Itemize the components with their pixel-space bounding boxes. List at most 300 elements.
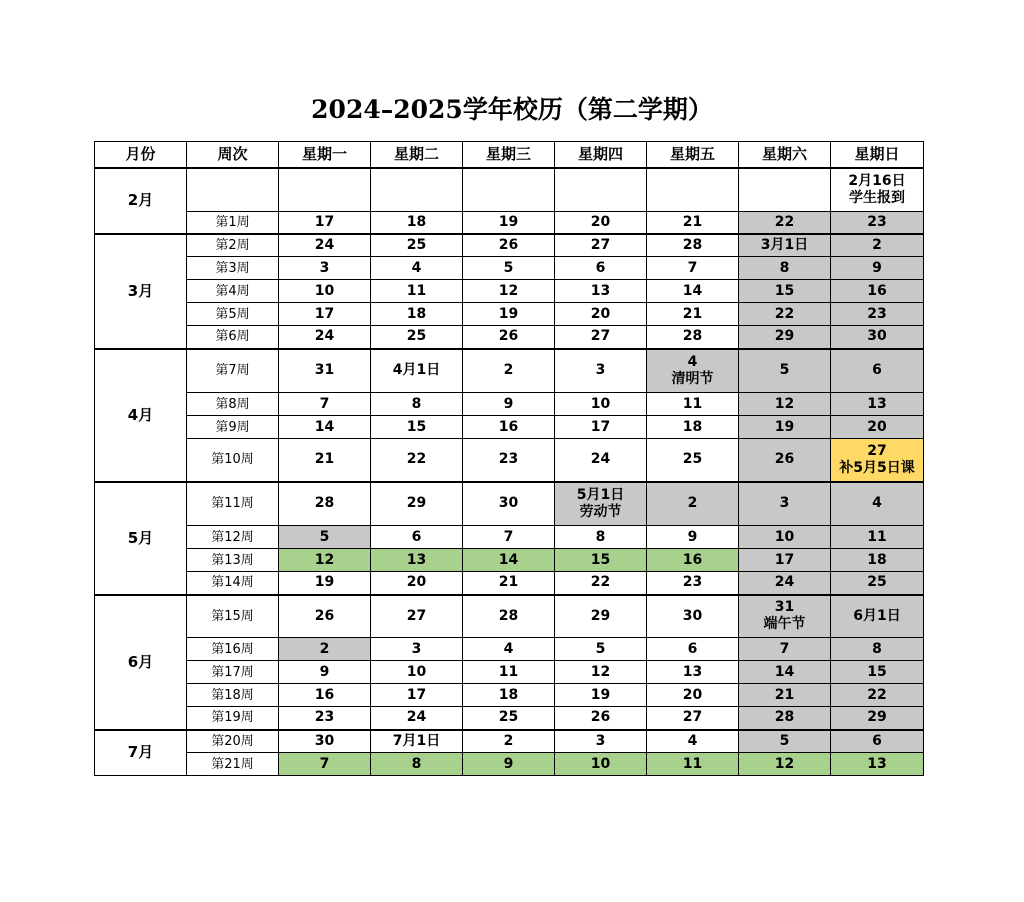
day-cell-saturday <box>739 439 831 482</box>
day-number: 14 <box>774 663 795 680</box>
day-number: 23 <box>314 709 335 726</box>
day-cell-sunday <box>831 326 924 349</box>
day-number: 23 <box>498 451 519 468</box>
day-cell-friday <box>647 684 739 707</box>
day-number: 18 <box>498 686 519 703</box>
table-row <box>95 684 924 707</box>
week-cell: 第10周 <box>187 439 279 482</box>
day-number: 26 <box>314 607 335 624</box>
day-number: 12 <box>774 755 795 772</box>
day-cell-monday <box>279 595 371 638</box>
day-number: 19 <box>774 418 795 435</box>
day-cell-sunday <box>831 303 924 326</box>
table-row <box>95 257 924 280</box>
day-number: 8 <box>779 259 790 276</box>
day-number: 13 <box>406 551 427 568</box>
day-number: 7 <box>319 395 330 412</box>
week-cell: 第6周 <box>187 326 279 349</box>
day-number: 5 <box>779 362 790 379</box>
day-number: 28 <box>498 607 519 624</box>
day-cell-friday <box>647 549 739 572</box>
day-cell-wednesday <box>463 595 555 638</box>
day-number: 18 <box>682 418 703 435</box>
day-cell-sunday <box>831 416 924 439</box>
day-number: 7月1日 <box>392 732 441 749</box>
day-cell-wednesday <box>463 439 555 482</box>
day-number: 21 <box>498 574 519 591</box>
day-cell-wednesday <box>463 730 555 753</box>
header-wednesday: 星期三 <box>463 142 555 168</box>
day-cell-friday <box>647 303 739 326</box>
day-number: 18 <box>867 551 887 568</box>
day-number: 29 <box>590 607 611 624</box>
day-cell-thursday <box>555 234 647 257</box>
week-cell: 第1周 <box>187 212 279 234</box>
day-cell-monday <box>279 280 371 303</box>
day-number: 11 <box>682 395 703 412</box>
day-cell-thursday <box>555 753 647 776</box>
day-cell-sunday <box>831 595 924 638</box>
day-number: 2 <box>503 732 514 749</box>
day-cell-tuesday <box>371 280 463 303</box>
week-cell: 第16周 <box>187 638 279 661</box>
day-cell-monday <box>279 326 371 349</box>
table-row <box>95 707 924 730</box>
month-cell: 4月 <box>95 349 187 482</box>
week-cell <box>187 168 279 212</box>
day-cell-sunday <box>831 349 924 393</box>
week-cell: 第12周 <box>187 526 279 549</box>
day-number: 10 <box>590 755 611 772</box>
day-number: 27 <box>682 709 703 726</box>
table-row <box>95 303 924 326</box>
day-cell-tuesday <box>371 661 463 684</box>
day-cell-saturday <box>739 661 831 684</box>
day-cell-wednesday <box>463 416 555 439</box>
day-cell-tuesday <box>371 684 463 707</box>
day-cell-saturday <box>739 684 831 707</box>
day-number: 24 <box>314 328 335 345</box>
day-number: 29 <box>867 709 887 726</box>
day-number: 2 <box>503 362 514 379</box>
day-cell-monday <box>279 638 371 661</box>
day-number: 5 <box>503 259 514 276</box>
day-number: 24 <box>406 709 427 726</box>
day-cell-sunday <box>831 393 924 416</box>
day-number: 13 <box>867 395 887 412</box>
day-number: 28 <box>682 328 703 345</box>
day-cell-tuesday <box>371 482 463 526</box>
table-row <box>95 326 924 349</box>
day-cell-wednesday <box>463 303 555 326</box>
table-row <box>95 661 924 684</box>
day-number: 3 <box>595 732 606 749</box>
day-cell-thursday <box>555 707 647 730</box>
day-cell-wednesday <box>463 684 555 707</box>
day-number: 11 <box>682 755 703 772</box>
table-row <box>95 482 924 526</box>
day-number: 23 <box>682 574 703 591</box>
day-cell-saturday <box>739 349 831 393</box>
day-cell-friday <box>647 280 739 303</box>
day-number: 28 <box>314 495 335 512</box>
day-cell-monday <box>279 707 371 730</box>
day-cell-saturday <box>739 416 831 439</box>
day-number: 9 <box>503 395 514 412</box>
week-cell: 第7周 <box>187 349 279 393</box>
day-number: 29 <box>774 328 795 345</box>
day-number: 31 <box>314 362 335 379</box>
day-cell-monday <box>279 549 371 572</box>
day-cell-wednesday <box>463 257 555 280</box>
day-number: 16 <box>314 686 335 703</box>
day-cell-friday <box>647 416 739 439</box>
day-number: 3 <box>319 259 330 276</box>
table-row <box>95 595 924 638</box>
day-cell-friday <box>647 326 739 349</box>
day-cell-wednesday <box>463 661 555 684</box>
day-number: 30 <box>867 328 887 345</box>
day-number: 28 <box>682 236 703 253</box>
day-number: 19 <box>314 574 335 591</box>
table-row <box>95 393 924 416</box>
day-cell-thursday <box>555 526 647 549</box>
week-cell: 第5周 <box>187 303 279 326</box>
day-cell-sunday <box>831 168 924 212</box>
day-cell-wednesday <box>463 168 555 212</box>
day-cell-monday <box>279 661 371 684</box>
day-cell-friday <box>647 212 739 234</box>
day-cell-sunday <box>831 572 924 595</box>
header-sunday: 星期日 <box>831 142 924 168</box>
day-number: 10 <box>314 282 335 299</box>
day-cell-monday <box>279 684 371 707</box>
day-cell-saturday <box>739 212 831 234</box>
day-number: 3 <box>779 495 790 512</box>
header-friday: 星期五 <box>647 142 739 168</box>
day-number: 6 <box>687 640 698 657</box>
day-cell-sunday <box>831 439 924 482</box>
day-number: 15 <box>406 418 427 435</box>
day-cell-tuesday <box>371 168 463 212</box>
day-cell-thursday <box>555 280 647 303</box>
day-number: 8 <box>411 755 422 772</box>
day-number: 27 <box>590 328 611 345</box>
day-cell-sunday <box>831 212 924 234</box>
day-note: 学生报到 <box>849 189 905 206</box>
day-cell-tuesday <box>371 439 463 482</box>
day-number: 6 <box>411 528 422 545</box>
day-number: 16 <box>498 418 519 435</box>
day-number: 4 <box>503 640 514 657</box>
day-cell-monday <box>279 753 371 776</box>
day-number: 21 <box>682 213 703 230</box>
day-number: 30 <box>682 607 703 624</box>
table-row <box>95 168 924 212</box>
day-number: 10 <box>590 395 611 412</box>
week-cell: 第19周 <box>187 707 279 730</box>
day-number: 15 <box>867 663 887 680</box>
day-number: 19 <box>498 305 519 322</box>
day-cell-tuesday <box>371 753 463 776</box>
day-cell-monday <box>279 416 371 439</box>
day-number: 8 <box>872 640 882 657</box>
day-number: 7 <box>503 528 514 545</box>
day-cell-thursday <box>555 730 647 753</box>
day-number: 16 <box>867 282 887 299</box>
day-number: 18 <box>406 213 427 230</box>
page-title: 2024–2025学年校历（第二学期） <box>311 95 713 124</box>
day-number: 17 <box>406 686 427 703</box>
week-cell: 第11周 <box>187 482 279 526</box>
table-row <box>95 549 924 572</box>
day-cell-thursday <box>555 661 647 684</box>
day-number: 20 <box>682 686 703 703</box>
week-cell: 第3周 <box>187 257 279 280</box>
day-cell-tuesday <box>371 595 463 638</box>
header-monday: 星期一 <box>279 142 371 168</box>
day-number: 5 <box>595 640 606 657</box>
day-number: 8 <box>595 528 606 545</box>
day-number: 9 <box>503 755 514 772</box>
day-number: 14 <box>498 551 519 568</box>
day-cell-wednesday <box>463 572 555 595</box>
day-cell-friday <box>647 234 739 257</box>
day-cell-tuesday <box>371 416 463 439</box>
week-cell: 第8周 <box>187 393 279 416</box>
day-cell-tuesday <box>371 234 463 257</box>
day-number: 27 <box>406 607 427 624</box>
day-number: 2 <box>872 236 882 253</box>
day-cell-wednesday <box>463 393 555 416</box>
day-number: 20 <box>590 305 611 322</box>
day-cell-saturday <box>739 549 831 572</box>
day-cell-saturday <box>739 638 831 661</box>
day-cell-saturday <box>739 572 831 595</box>
day-cell-monday <box>279 730 371 753</box>
day-number: 13 <box>867 755 887 772</box>
day-cell-friday <box>647 730 739 753</box>
month-cell: 6月 <box>95 595 187 730</box>
day-number: 30 <box>314 732 335 749</box>
day-cell-thursday <box>555 684 647 707</box>
day-number: 3 <box>411 640 422 657</box>
day-cell-sunday <box>831 280 924 303</box>
day-cell-saturday <box>739 280 831 303</box>
day-cell-sunday <box>831 638 924 661</box>
day-number: 16 <box>682 551 703 568</box>
day-number: 21 <box>774 686 795 703</box>
table-row <box>95 730 924 753</box>
day-number: 26 <box>774 451 795 468</box>
day-cell-saturday <box>739 168 831 212</box>
day-cell-tuesday <box>371 257 463 280</box>
day-cell-tuesday <box>371 212 463 234</box>
day-number: 21 <box>682 305 703 322</box>
week-cell: 第14周 <box>187 572 279 595</box>
day-cell-tuesday <box>371 349 463 393</box>
day-number: 25 <box>406 236 427 253</box>
day-cell-friday <box>647 638 739 661</box>
day-cell-monday <box>279 212 371 234</box>
day-number: 20 <box>590 213 611 230</box>
month-cell: 2月 <box>95 168 187 234</box>
day-cell-sunday <box>831 753 924 776</box>
day-number: 29 <box>406 495 427 512</box>
day-cell-saturday <box>739 482 831 526</box>
day-number: 17 <box>314 305 335 322</box>
day-number: 24 <box>774 574 795 591</box>
day-cell-monday <box>279 393 371 416</box>
day-cell-monday <box>279 349 371 393</box>
day-cell-friday <box>647 482 739 526</box>
week-cell: 第15周 <box>187 595 279 638</box>
day-number: 4 <box>872 495 882 512</box>
day-cell-tuesday <box>371 730 463 753</box>
day-number: 28 <box>774 709 795 726</box>
day-cell-monday <box>279 168 371 212</box>
day-number: 13 <box>590 282 611 299</box>
day-number: 4月1日 <box>392 362 441 379</box>
day-number: 15 <box>774 282 795 299</box>
day-cell-wednesday <box>463 212 555 234</box>
day-number: 9 <box>687 528 698 545</box>
day-number: 25 <box>406 328 427 345</box>
day-number: 30 <box>498 495 519 512</box>
day-cell-thursday <box>555 595 647 638</box>
month-cell: 7月 <box>95 730 187 776</box>
day-cell-saturday <box>739 393 831 416</box>
day-cell-thursday <box>555 572 647 595</box>
day-number: 22 <box>774 213 795 230</box>
day-number: 12 <box>314 551 335 568</box>
day-number: 22 <box>406 451 427 468</box>
day-cell-monday <box>279 526 371 549</box>
day-number: 2月16日 <box>848 172 906 189</box>
day-number: 11 <box>498 663 519 680</box>
day-cell-sunday <box>831 549 924 572</box>
day-cell-saturday <box>739 303 831 326</box>
day-number: 25 <box>682 451 703 468</box>
day-cell-thursday <box>555 303 647 326</box>
header-tuesday: 星期二 <box>371 142 463 168</box>
day-cell-monday <box>279 257 371 280</box>
day-number: 11 <box>867 528 887 545</box>
day-cell-friday <box>647 753 739 776</box>
day-number: 17 <box>590 418 611 435</box>
day-number: 25 <box>498 709 519 726</box>
day-number: 4 <box>687 732 698 749</box>
day-cell-friday <box>647 572 739 595</box>
day-cell-wednesday <box>463 349 555 393</box>
day-cell-saturday <box>739 730 831 753</box>
table-row <box>95 753 924 776</box>
day-number: 23 <box>867 305 887 322</box>
day-cell-monday <box>279 234 371 257</box>
day-number: 22 <box>867 686 887 703</box>
day-cell-friday <box>647 661 739 684</box>
day-cell-tuesday <box>371 526 463 549</box>
day-number: 5 <box>779 732 790 749</box>
day-cell-tuesday <box>371 707 463 730</box>
day-number: 6 <box>872 362 882 379</box>
day-number: 2 <box>687 495 698 512</box>
day-note: 劳动节 <box>579 503 622 520</box>
month-cell: 3月 <box>95 234 187 349</box>
day-cell-sunday <box>831 482 924 526</box>
week-cell: 第13周 <box>187 549 279 572</box>
day-cell-wednesday <box>463 526 555 549</box>
day-number: 7 <box>687 259 698 276</box>
day-cell-thursday <box>555 482 647 526</box>
week-cell: 第9周 <box>187 416 279 439</box>
day-number: 20 <box>867 418 887 435</box>
header-week: 周次 <box>187 142 279 168</box>
day-number: 8 <box>411 395 422 412</box>
day-number: 21 <box>314 451 335 468</box>
day-number: 4 <box>687 353 698 370</box>
header-thursday: 星期四 <box>555 142 647 168</box>
day-number: 31 <box>774 599 795 616</box>
day-cell-monday <box>279 482 371 526</box>
day-number: 10 <box>406 663 427 680</box>
day-number: 7 <box>779 640 790 657</box>
day-cell-sunday <box>831 684 924 707</box>
day-cell-tuesday <box>371 326 463 349</box>
day-cell-wednesday <box>463 549 555 572</box>
day-cell-friday <box>647 526 739 549</box>
week-cell: 第18周 <box>187 684 279 707</box>
day-cell-friday <box>647 349 739 393</box>
day-number: 13 <box>682 663 703 680</box>
day-cell-thursday <box>555 638 647 661</box>
day-cell-monday <box>279 439 371 482</box>
day-number: 27 <box>590 236 611 253</box>
day-cell-saturday <box>739 326 831 349</box>
day-cell-saturday <box>739 753 831 776</box>
day-number: 5 <box>319 528 330 545</box>
day-number: 6月1日 <box>853 607 901 624</box>
day-number: 12 <box>590 663 611 680</box>
day-number: 23 <box>867 213 887 230</box>
calendar-body <box>95 168 924 776</box>
day-cell-thursday <box>555 393 647 416</box>
day-cell-sunday <box>831 234 924 257</box>
day-number: 6 <box>872 732 882 749</box>
day-number: 15 <box>590 551 611 568</box>
day-number: 26 <box>498 328 519 345</box>
table-row <box>95 572 924 595</box>
table-row <box>95 212 924 234</box>
day-cell-monday <box>279 572 371 595</box>
day-number: 5月1日 <box>576 486 625 503</box>
day-cell-friday <box>647 168 739 212</box>
day-number: 9 <box>872 259 882 276</box>
day-cell-saturday <box>739 257 831 280</box>
day-number: 22 <box>590 574 611 591</box>
table-row <box>95 280 924 303</box>
day-number: 2 <box>319 640 330 657</box>
day-number: 4 <box>411 259 422 276</box>
day-cell-wednesday <box>463 482 555 526</box>
day-number: 24 <box>314 236 335 253</box>
day-number: 14 <box>314 418 335 435</box>
day-cell-thursday <box>555 212 647 234</box>
header-month: 月份 <box>95 142 187 168</box>
day-cell-thursday <box>555 257 647 280</box>
day-cell-sunday <box>831 730 924 753</box>
day-note: 端午节 <box>763 616 806 633</box>
